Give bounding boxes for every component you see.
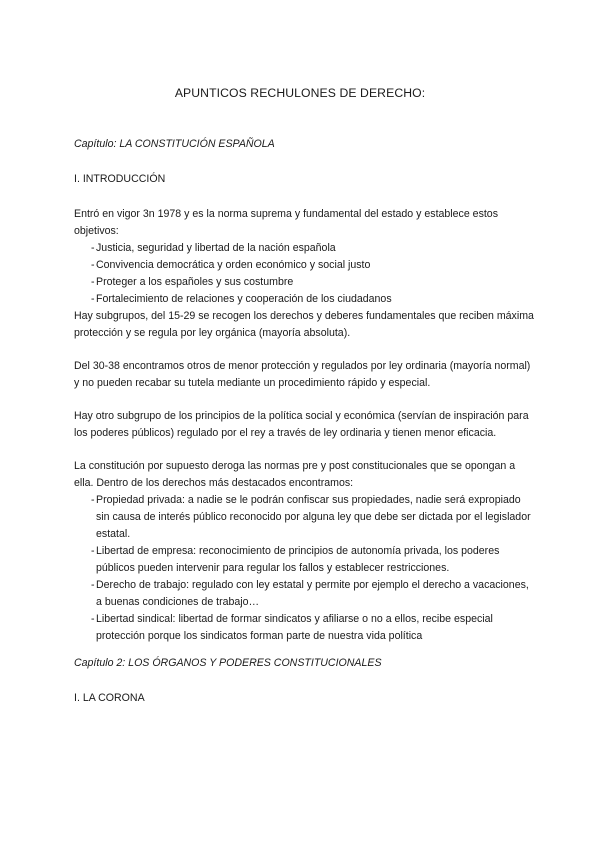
paragraph-30-38: Del 30-38 encontramos otros de menor protección y regulados por ley ordinaria (mayoría normal) y no pueden recabar su tutela mediante un procedimiento rápido y especial. <box>74 360 531 389</box>
list-item: - Libertad de empresa: reconocimiento de principios de autonomía privada, los poderes públicos pueden intervenir para regular los fallos y establecer restricciones. <box>74 543 536 577</box>
intro-paragraph: Entró en vigor 3n 1978 y es la norma suprema y fundamental del estado y establece estos objetivos: <box>74 208 498 237</box>
paragraph-derogation: La constitución por supuesto deroga las normas pre y post constitucionales que se opongan a ella. Dentro de los derechos más destacados encontramos: <box>74 460 516 489</box>
list-item: - Proteger a los españoles y sus costumbre <box>74 274 536 291</box>
list-item: - Fortalecimiento de relaciones y cooperación de los ciudadanos <box>74 291 536 308</box>
list-item: - Propiedad privada: a nadie se le podrán confiscar sus propiedades, nadie será expropiado sin causa de interés público reconocido por alguna ley que debe ser dictada por el legislador estatal. <box>74 492 536 543</box>
rights-list <box>74 492 536 645</box>
objectives-list <box>74 240 536 308</box>
list-item: - Derecho de trabajo: regulado con ley estatal y permite por ejemplo el derecho a vacaciones, a buenas condiciones de trabajo… <box>74 577 536 611</box>
list-item: - Libertad sindical: libertad de formar sindicatos y afiliarse o no a ellos, recibe especial protección porque los sindicatos forman parte de nuestra vida política <box>74 611 536 645</box>
paragraph-subgroups: Hay subgrupos, del 15-29 se recogen los derechos y deberes fundamentales que reciben máxima protección y se regula por ley orgánica (mayoría absoluta). <box>74 310 534 339</box>
document-title: APUNTICOS RECHULONES DE DERECHO: <box>174 86 426 100</box>
list-item: - Justicia, seguridad y libertad de la nación española <box>74 240 536 257</box>
section-corona-heading: I. LA CORONA <box>74 692 145 704</box>
chapter-1-heading: Capítulo: LA CONSTITUCIÓN ESPAÑOLA <box>74 138 275 150</box>
list-item: - Convivencia democrática y orden económico y social justo <box>74 257 536 274</box>
paragraph-principles: Hay otro subgrupo de los principios de la política social y económica (servían de inspiración para los poderes públicos) regulado por el rey a través de ley ordinaria y tienen menor eficacia. <box>74 410 529 439</box>
chapter-2-heading: Capítulo 2: LOS ÓRGANOS Y PODERES CONSTITUCIONALES <box>74 657 382 669</box>
section-introduccion-heading: I. INTRODUCCIÓN <box>74 173 166 185</box>
document-body <box>74 126 536 725</box>
